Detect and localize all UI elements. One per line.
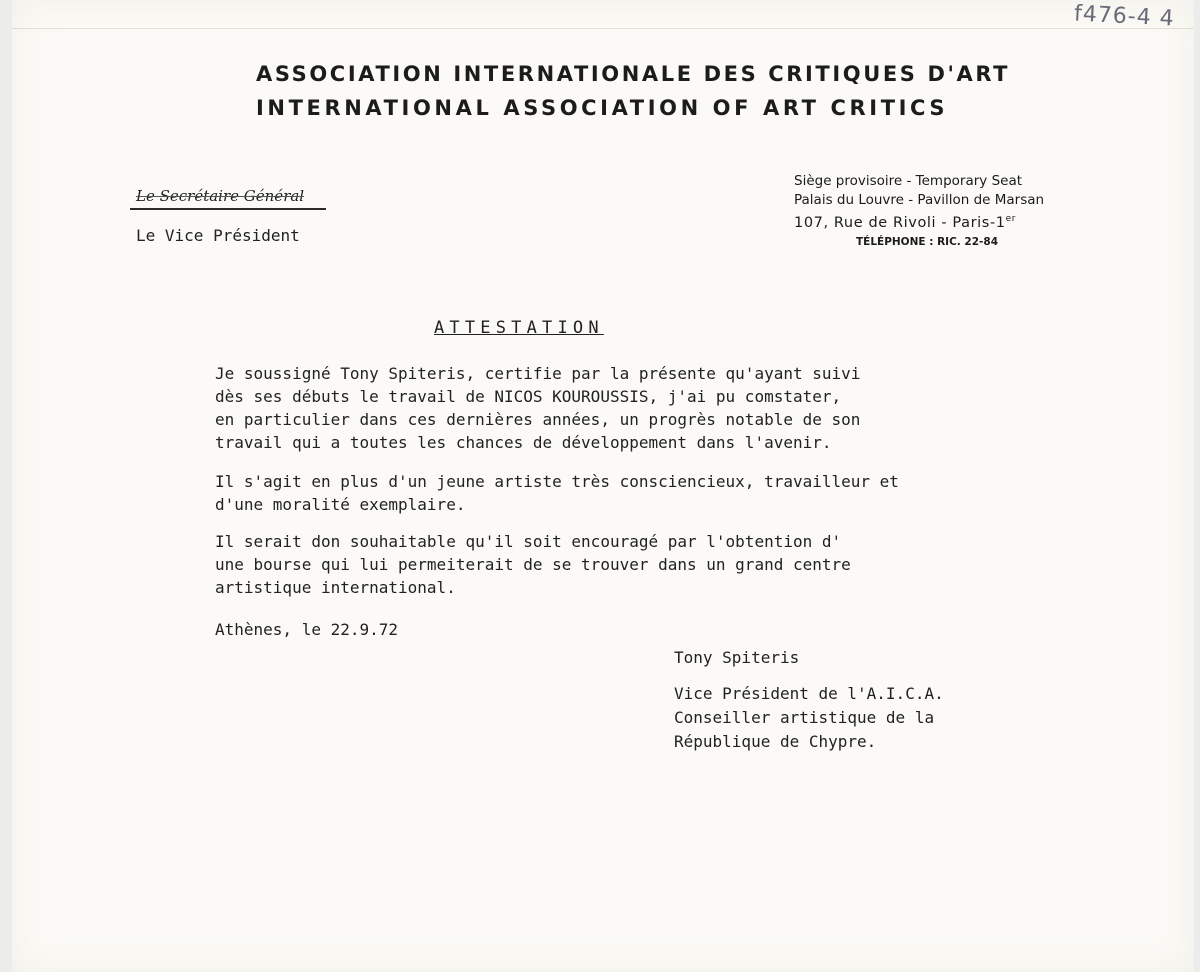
text-line: Il serait don souhaitable qu'il soit encouragé par l'obtention d' <box>215 532 842 551</box>
text-line: travail qui a toutes les chances de développement dans l'avenir. <box>215 433 832 452</box>
letter-sheet <box>12 0 1194 972</box>
secretary-general-label-struck: Le Secrétaire Général <box>136 187 305 205</box>
title-line: République de Chypre. <box>674 732 877 751</box>
paragraph-3 <box>215 530 851 599</box>
letterhead-french: ASSOCIATION INTERNATIONALE DES CRITIQUES D'ART <box>256 62 1011 86</box>
text-line: d'une moralité exemplaire. <box>215 495 466 514</box>
text-line: artistique international. <box>215 578 456 597</box>
text-line: en particulier dans ces dernières années, un progrès notable de son <box>215 410 861 429</box>
signatory-titles <box>674 682 944 754</box>
seat-address-block <box>794 172 1044 252</box>
telephone-line: TÉLÉPHONE : RIC. 22-84 <box>856 235 999 248</box>
signatory-name: Tony Spiteris <box>674 648 800 667</box>
letterhead-english: INTERNATIONAL ASSOCIATION OF ART CRITICS <box>256 96 949 120</box>
office-divider <box>130 208 326 210</box>
paragraph-2 <box>215 470 899 516</box>
text-line: Il s'agit en plus d'un jeune artiste très consciencieux, travailleur et <box>215 472 899 491</box>
title-line: Conseiller artistique de la <box>674 708 935 727</box>
text-line: Je soussigné Tony Spiteris, certifie par la présente qu'ayant suivi <box>215 364 861 383</box>
document-title: ATTESTATION <box>434 318 604 338</box>
archive-reference-handwritten: f476-4 4 <box>1073 1 1176 32</box>
paragraph-1 <box>215 362 860 454</box>
title-line: Vice Président de l'A.I.C.A. <box>674 684 944 703</box>
arrondissement-superscript: er <box>1005 214 1017 224</box>
vice-president-label: Le Vice Président <box>136 226 300 245</box>
text-line: dès ses débuts le travail de NICOS KOUROUSSIS, j'ai pu comstater, <box>215 387 842 406</box>
street-text: 107, Rue de Rivoli - Paris-1 <box>794 214 1006 231</box>
address-line-2: Palais du Louvre - Pavillon de Marsan <box>794 192 1045 208</box>
address-line-3 <box>794 210 1044 233</box>
address-line-1: Siège provisoire - Temporary Seat <box>794 173 1023 189</box>
text-line: une bourse qui lui permeiterait de se trouver dans un grand centre <box>215 555 851 574</box>
place-date: Athènes, le 22.9.72 <box>215 620 399 639</box>
